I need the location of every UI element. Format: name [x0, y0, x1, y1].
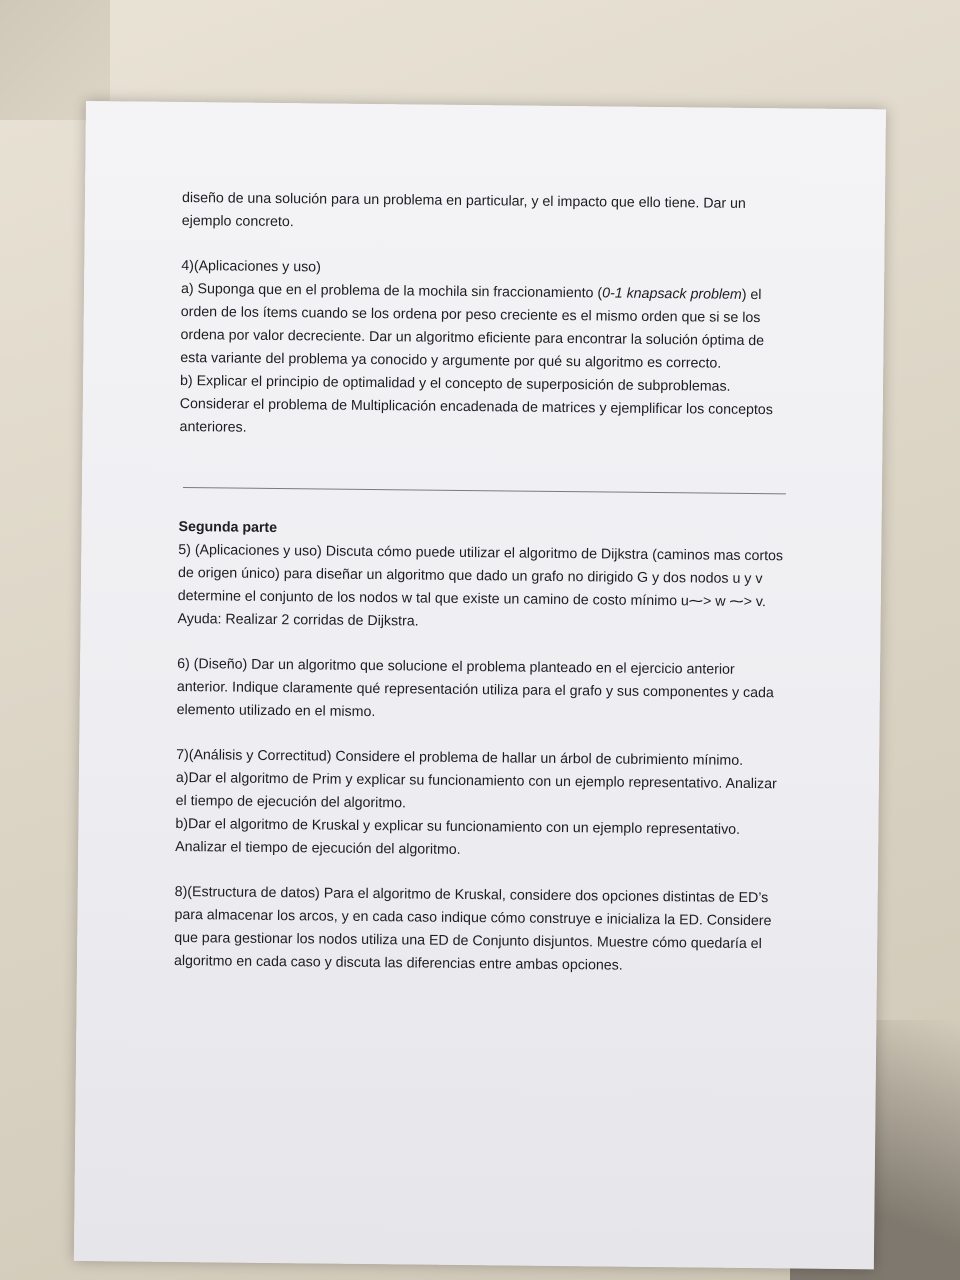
question-8-text: 8)(Estructura de datos) Para el algoritmo de Kruskal, considere dos opciones distintas de ED’s para almacenar los arcos, y en cada caso indique cómo construye e inicializa la ED. Considere que para gestionar los nodos utiliza una ED de Conjunto disjuntos. Muestre cómo quedaría el algoritmo en cada caso y discuta las diferencias entre ambas opciones.	[173, 883, 772, 974]
question-4-title: 4)(Aplicaciones y uso)	[181, 258, 321, 276]
question-4b: b) Explicar el principio de optimalidad y el concepto de superposición de subproblemas. Considerar el problema de Multiplicación encadenada de matrices y ejemplificar los conceptos anteriores.	[179, 373, 773, 436]
question-5	[177, 516, 788, 637]
question-6	[177, 653, 788, 728]
question-8	[174, 881, 785, 979]
question-4a-italic: 0-1 knapsack problem	[602, 285, 742, 303]
intro-paragraph	[182, 187, 792, 239]
intro-line-2: ejemplo concreto.	[181, 213, 294, 231]
question-7-title: 7)(Análisis y Correctitud) Considere el problema de hallar un árbol de cubrimiento mínimo.	[176, 746, 744, 769]
question-7b: b)Dar el algoritmo de Kruskal y explicar su funcionamiento con un ejemplo representativo. Analizar el tiempo de ejecución del algoritmo.	[175, 815, 741, 858]
question-7	[175, 744, 786, 865]
question-6-text: 6) (Diseño) Dar un algoritmo que solucione el problema planteado en el ejercicio anterior anterior. Indique claramente qué representación utiliza para el grafo y sus componentes y cada elemento utilizado en el mismo.	[176, 655, 774, 721]
question-4a	[180, 278, 791, 376]
question-4	[179, 255, 791, 445]
section-divider	[183, 487, 786, 494]
question-5-hint: Ayuda: Realizar 2 corridas de Dijkstra.	[177, 610, 419, 630]
question-4a-start: a) Suponga que en el problema de la mochila sin fraccionamiento (	[180, 281, 603, 302]
question-7a: a)Dar el algoritmo de Prim y explicar su funcionamiento con un ejemplo representativo. Analizar el tiempo de ejecución del algoritmo.	[175, 769, 777, 812]
question-4a-end: ) el orden de los ítems cuando se los ordena por peso creciente es el mismo orden que si se los ordena por valor decreciente. Dar un algoritmo eficiente para encontrar la solución óptima de esta variante del problema ya conocido y argumente por qué su algoritmo es correcto.	[180, 286, 765, 372]
exam-content	[174, 187, 792, 1001]
exam-sheet	[74, 101, 886, 1269]
question-5-text: 5) (Aplicaciones y uso) Discuta cómo puede utilizar el algoritmo de Dijkstra (caminos mas cortos de origen único) para diseñar un algoritmo que dado un grafo no dirigido G y dos nodos u y v determine el conjunto de los nodos w tal que existe un camino de costo mínimo u⁓> w ⁓> v.	[177, 541, 784, 611]
part-two-heading: Segunda parte	[178, 518, 278, 537]
intro-line-1: diseño de una solución para un problema en particular, y el impacto que ello tiene. Dar un	[181, 190, 746, 212]
